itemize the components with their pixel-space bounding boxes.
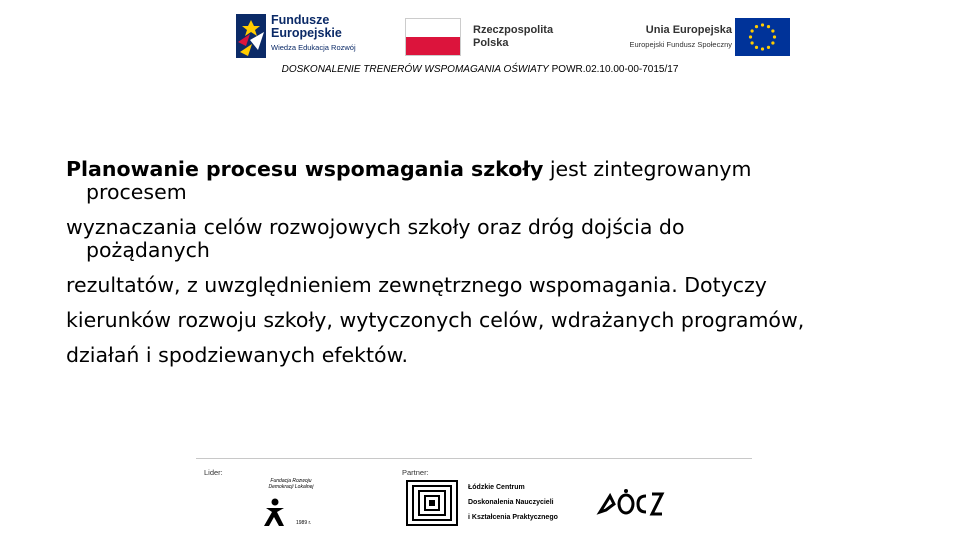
paragraph-line-2-cont: pożądanych <box>86 238 210 262</box>
fe-name-line2: Europejskie <box>271 26 342 40</box>
paragraph-line-2: wyznaczania celów rozwojowych szkoły oraz dróg dojścia do <box>66 215 685 239</box>
partner-label: Partner: <box>402 468 429 477</box>
project-code: POWR.02.10.00-00-7015/17 <box>548 64 679 75</box>
ldc-logo-icon <box>406 480 458 526</box>
rp-line2: Polska <box>473 37 509 49</box>
ue-subtitle: Europejski Fundusz Społeczny <box>629 40 732 49</box>
lider-year: 1989 r. <box>296 520 312 526</box>
fe-star-logo-icon <box>234 12 268 60</box>
polish-flag-icon <box>405 18 461 56</box>
eu-star <box>761 23 764 26</box>
eu-star <box>767 25 770 28</box>
rzeczpospolita-polska-logo <box>405 18 575 58</box>
bold-term: Planowanie procesu wspomagania szkoły <box>66 157 544 181</box>
project-title: DOSKONALENIE TRENERÓW WSPOMAGANIA OŚWIATY <box>281 64 549 75</box>
walking-figure-icon <box>260 498 290 528</box>
eu-star <box>767 46 770 49</box>
eu-star <box>755 25 758 28</box>
eu-star <box>755 46 758 49</box>
lodz-logo-icon <box>596 486 666 520</box>
project-code-line <box>0 64 960 75</box>
paragraph-line-1-cont: procesem <box>86 180 187 204</box>
main-text <box>66 152 926 373</box>
lider-logo-text: Fundacja Rozwoju Demokracji Lokalnej <box>268 478 314 490</box>
fe-subtitle: Wiedza Edukacja Rozwój <box>271 43 356 52</box>
eu-star <box>773 35 776 38</box>
ldc-name: Łódzkie Centrum Doskonalenia Nauczycieli i Kształcenia Praktycznego <box>468 484 558 521</box>
paragraph-line-5: działań i spodziewanych efektów. <box>66 343 408 367</box>
paragraph-line-1: Planowanie procesu wspomagania szkoły jest zintegrowanym <box>66 157 752 181</box>
ue-name: Unia Europejska <box>645 24 732 36</box>
eu-star <box>771 29 774 32</box>
eu-star <box>771 41 774 44</box>
eu-flag-icon <box>735 18 790 56</box>
unia-europejska-logo <box>600 18 790 58</box>
paragraph-line-4: kierunków rozwoju szkoły, wytyczonych celów, wdrażanych programów, <box>66 308 805 332</box>
footer-divider <box>196 458 752 459</box>
eu-star <box>751 41 754 44</box>
lider-label: Lider: <box>204 468 223 477</box>
footer-partners <box>196 456 752 536</box>
lider-logo <box>258 478 318 530</box>
paragraph-line-3: rezultatów, z uwzględnieniem zewnętrznego wspomagania. Dotyczy <box>66 273 767 297</box>
fe-name-line1: Fundusze <box>271 13 330 27</box>
fundusze-europejskie-logo <box>234 12 374 60</box>
eu-star <box>761 47 764 50</box>
header <box>0 0 960 80</box>
eu-star <box>749 35 752 38</box>
eu-star <box>751 29 754 32</box>
rp-line1: Rzeczpospolita <box>473 24 554 36</box>
